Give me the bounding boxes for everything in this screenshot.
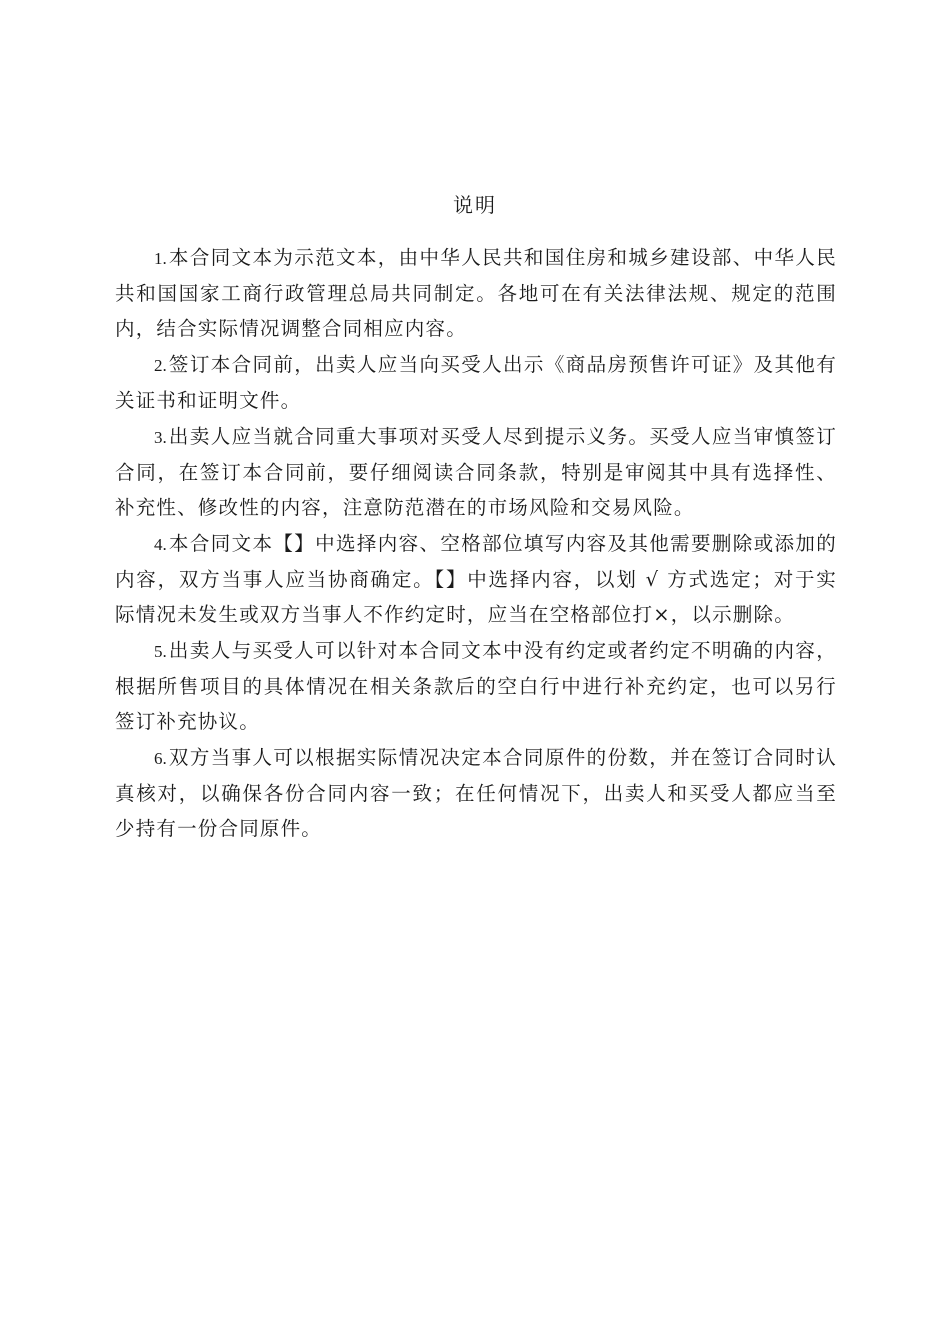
- paragraph-number: 4.: [154, 535, 167, 554]
- paragraph-text: 本合同文本为示范文本，由中华人民共和国住房和城乡建设部、中华人民共和国国家工商行政管理总局共同制定。各地可在有关法律法规、规定的范围内，结合实际情况调整合同相应内容。: [115, 246, 837, 340]
- paragraph-text: 签订本合同前，出卖人应当向买受人出示《商品房预售许可证》及其他有关证书和证明文件。: [115, 353, 837, 412]
- paragraph-text: 双方当事人可以根据实际情况决定本合同原件的份数，并在签订合同时认真核对，以确保各份合同内容一致；在任何情况下，出卖人和买受人都应当至少持有一份合同原件。: [115, 746, 837, 840]
- paragraph-number: 6.: [154, 749, 167, 768]
- paragraph-number: 2.: [154, 356, 167, 375]
- paragraph-number: 3.: [154, 428, 167, 447]
- paragraph-4: [115, 526, 837, 632]
- paragraph-5: [115, 633, 837, 739]
- paragraph-number: 5.: [154, 642, 167, 661]
- paragraph-number: 1.: [154, 249, 167, 268]
- paragraph-3: [115, 419, 837, 525]
- paragraph-2: [115, 347, 837, 418]
- paragraph-6: [115, 740, 837, 846]
- paragraph-text: 出卖人与买受人可以针对本合同文本中没有约定或者约定不明确的内容，根据所售项目的具体情况在相关条款后的空白行中进行补充约定，也可以另行签订补充协议。: [115, 639, 837, 733]
- document-title: 说明: [453, 193, 497, 217]
- paragraph-text: 本合同文本【】中选择内容、空格部位填写内容及其他需要删除或添加的内容，双方当事人应当协商确定。【】中选择内容，以划 √ 方式选定；对于实际情况未发生或双方当事人不作约定时，应当在空格部位打×，以示删除。: [115, 532, 837, 626]
- paragraph-1: [115, 240, 837, 346]
- document-body: [115, 240, 837, 847]
- paragraph-text: 出卖人应当就合同重大事项对买受人尽到提示义务。买受人应当审慎签订合同，在签订本合同前，要仔细阅读合同条款，特别是审阅其中具有选择性、补充性、修改性的内容，注意防范潜在的市场风险和交易风险。: [115, 425, 837, 519]
